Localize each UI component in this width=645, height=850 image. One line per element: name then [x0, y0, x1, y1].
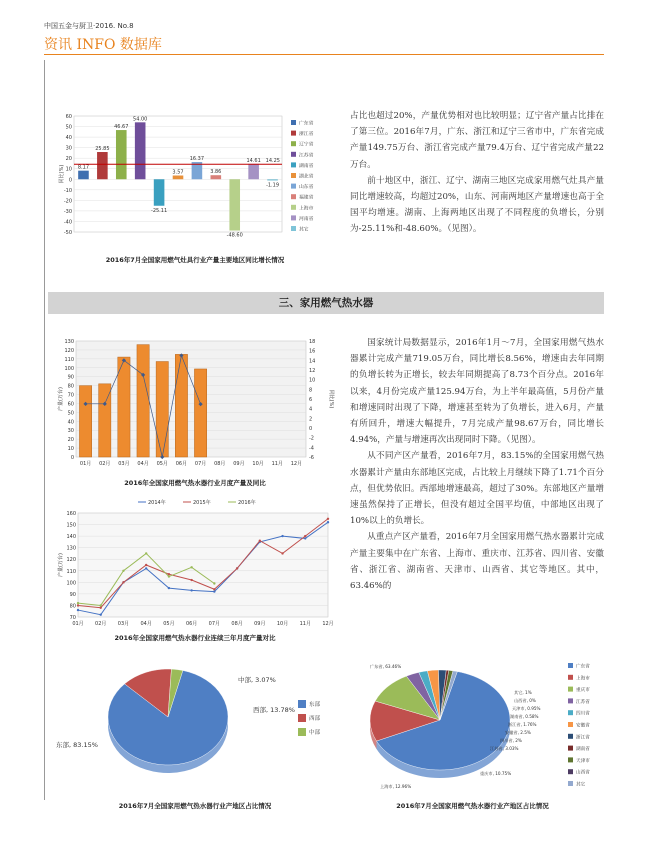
- legend-label: 中部: [309, 730, 321, 736]
- legend-swatch: [291, 173, 296, 178]
- series-point: [100, 607, 102, 609]
- chart-monthly-output-caption: 2016年全国家用燃气热水器行业月度产量及同比: [124, 479, 266, 487]
- article-text-mid: [350, 335, 604, 594]
- x-tick-label: 05月: [163, 621, 175, 627]
- legend-label: 西部: [309, 716, 321, 722]
- y-tick-label: 130: [66, 545, 76, 552]
- legend-swatch: [291, 120, 296, 125]
- average-label: 14.25: [265, 158, 280, 165]
- pie-label: 四川省, 2%: [500, 738, 522, 743]
- legend-swatch: [568, 663, 573, 668]
- x-tick-label: 05月: [156, 461, 168, 467]
- y-tick-label: 100: [66, 580, 76, 587]
- legend-label: 浙江省: [299, 132, 314, 138]
- series-point: [122, 570, 124, 572]
- bar: [211, 175, 222, 179]
- y2-tick-label: 8: [309, 387, 313, 394]
- x-tick-label: 09月: [254, 621, 266, 627]
- y2-tick-label: 14: [309, 358, 316, 365]
- bar: [194, 369, 206, 457]
- chart-region-pie-caption: 2016年7月全国家用燃气热水器行业产地区占比情况: [118, 802, 272, 810]
- series-point: [259, 540, 261, 542]
- y2-tick-label: 18: [309, 339, 316, 345]
- y-tick-label: 60: [67, 401, 74, 408]
- legend-swatch: [291, 184, 296, 189]
- series-point: [168, 575, 170, 577]
- y-tick-label: 50: [67, 410, 74, 417]
- paragraph: 从重点产区产量看，2016年7月全国家用燃气热水器累计完成产量主要集中在广东省、上海市、重庆市、江苏省、四川省、安徽省、浙江省、湖南省、天津市、山西省、其它等地区。其中，63.46%的: [350, 532, 604, 592]
- legend-label: 江苏省: [299, 153, 314, 159]
- y-tick-label: 10: [67, 446, 74, 453]
- legend-label: 天津市: [576, 758, 590, 764]
- y-tick-label: 90: [69, 591, 76, 598]
- series-point: [304, 535, 306, 537]
- legend-label: 上海市: [299, 206, 314, 212]
- legend-label: 浙江省: [576, 735, 590, 741]
- legend-label: 2016年: [238, 500, 256, 506]
- y-tick-label: 30: [67, 428, 74, 435]
- series-point: [213, 582, 215, 584]
- pie-label: 重庆市, 10.75%: [480, 771, 512, 776]
- legend-label: 湖南省: [576, 747, 590, 753]
- x-tick-label: 02月: [99, 461, 111, 467]
- bar: [267, 179, 278, 180]
- x-tick-label: 03月: [118, 461, 130, 467]
- legend-label: 其它: [576, 782, 586, 788]
- series-point: [77, 602, 79, 604]
- series-point: [100, 613, 102, 615]
- plot-area: [78, 513, 328, 617]
- legend-label: 四川省: [576, 711, 590, 717]
- legend-swatch: [568, 781, 573, 786]
- legend-label: 广东省: [299, 121, 314, 127]
- legend-swatch: [568, 675, 573, 680]
- series-point: [168, 587, 170, 589]
- bar: [135, 122, 146, 179]
- y2-tick-label: -2: [309, 435, 314, 442]
- pie-label: 山西省, 0%: [514, 698, 536, 703]
- x-tick-label: 06月: [185, 621, 198, 627]
- bar: [229, 179, 240, 230]
- legend-label: 湖南省: [299, 163, 314, 169]
- page-border: [44, 60, 45, 800]
- chart-stove-growth: [60, 110, 330, 245]
- legend-swatch: [568, 746, 573, 751]
- legend-swatch: [291, 194, 296, 199]
- series-point: [145, 552, 147, 554]
- y-tick-label: 160: [66, 511, 76, 517]
- legend-label: 山东省: [299, 185, 314, 191]
- bar: [78, 171, 89, 180]
- x-tick-label: 04月: [140, 621, 152, 627]
- chart-three-year: [58, 497, 336, 635]
- series-point: [190, 589, 192, 591]
- pie-label: 浙江省, 1.76%: [508, 722, 537, 727]
- y2-tick-label: 16: [309, 348, 316, 355]
- paragraph: 国家统计局数据显示，2016年1月～7月，全国家用燃气热水器累计完成产量719.05万台，同比增长8.56%，增速由去年同期的负增长转为正增长，较去年同期提高了8.73个百分点。2016年以来，4月份完成产量125.94万台，为上半年最高值，5月份产量和增速同时出现了下降，增速甚至转为了负增长，进入6月，产量有所回升，增速大幅提升，7月完成产量98.67万台，同比增长4.94%，产量与增速再次出现同时下降。（见图）。: [350, 338, 604, 446]
- x-tick-label: 02月: [95, 621, 107, 627]
- pie-label: 广东省, 63.46%: [370, 664, 402, 669]
- y-tick-label: 120: [64, 347, 74, 354]
- bar: [79, 386, 91, 457]
- y-tick-label: 80: [69, 603, 76, 610]
- y-tick-label: 80: [67, 383, 74, 390]
- y-tick-label: -30: [63, 208, 72, 215]
- y2-tick-label: 4: [309, 406, 313, 413]
- pie-label: 安徽省, 2.5%: [505, 730, 531, 735]
- x-tick-label: 11月: [299, 621, 311, 627]
- y-tick-label: 100: [64, 365, 74, 372]
- x-tick-label: 11月: [271, 461, 283, 467]
- bar: [156, 362, 168, 457]
- legend-swatch: [291, 152, 296, 157]
- y2-axis-label: 同比(%): [328, 389, 334, 409]
- legend-swatch: [568, 698, 573, 703]
- data-label: 54.00: [133, 116, 148, 123]
- x-tick-label: 06月: [175, 461, 188, 467]
- bar: [118, 357, 130, 457]
- series-point: [77, 604, 79, 606]
- x-tick-label: 07月: [194, 461, 207, 467]
- legend-swatch: [291, 131, 296, 136]
- y-tick-label: 150: [66, 522, 76, 529]
- series-point: [122, 581, 124, 583]
- legend-label: 广东省: [576, 664, 590, 670]
- data-label: 8.17: [77, 164, 90, 171]
- series-point: [304, 537, 306, 539]
- y-axis-label: 同比(%): [59, 164, 65, 184]
- bar: [173, 176, 184, 180]
- chart-stove-growth-caption: 2016年7月全国家用燃气灶具行业产量主要地区同比增长情况: [105, 256, 285, 264]
- section-header: 资讯 INFO 数据库: [44, 37, 162, 53]
- pie-label: 中部, 3.07%: [238, 676, 276, 684]
- pie-label: 东部, 83.15%: [56, 741, 98, 749]
- legend-label: 辽宁省: [299, 142, 314, 148]
- y-tick-label: 30: [65, 145, 72, 152]
- legend-swatch: [291, 205, 296, 210]
- legend-swatch: [568, 734, 573, 739]
- legend-label: 东部: [309, 702, 321, 708]
- y-tick-label: 20: [65, 156, 72, 163]
- chart-monthly-output: [58, 335, 336, 475]
- legend-label: 福建省: [299, 195, 314, 201]
- x-tick-label: 10月: [252, 461, 264, 467]
- x-tick-label: 08月: [214, 461, 226, 467]
- pie-label: 江苏省, 3.03%: [490, 746, 519, 751]
- y-tick-label: 140: [66, 534, 76, 541]
- y-tick-label: 90: [67, 374, 74, 381]
- chart-region-pie: [48, 655, 338, 795]
- y-tick-label: 40: [67, 419, 74, 426]
- legend-swatch: [568, 769, 573, 774]
- data-label: -25.11: [151, 207, 168, 214]
- data-label: 14.61: [246, 157, 261, 164]
- legend-label: 2015年: [193, 500, 211, 506]
- pie-label: 西部, 13.78%: [253, 706, 295, 714]
- x-tick-label: 10月: [276, 621, 289, 627]
- data-label: 46.67: [114, 124, 129, 131]
- series-point: [77, 609, 79, 611]
- header-rule: [44, 54, 604, 55]
- y-tick-label: 70: [67, 392, 74, 399]
- legend-swatch: [568, 757, 573, 762]
- legend-swatch: [568, 710, 573, 715]
- x-tick-label: 07月: [208, 621, 221, 627]
- data-label: 16.37: [189, 156, 205, 163]
- data-label: 3.86: [210, 169, 222, 176]
- legend-swatch: [291, 162, 296, 167]
- x-tick-label: 08月: [231, 621, 243, 627]
- data-label: 25.85: [95, 146, 110, 153]
- paragraph: 占比也超过20%，产量优势相对也比较明显；辽宁省产量占比排在了第三位。2016年7月，广东、浙江和辽宁三省市中，广东省完成产量149.75万台、浙江省完成产量79.4万台、辽宁省完成产量22万台。: [350, 111, 604, 170]
- y-tick-label: 10: [65, 166, 72, 173]
- legend-swatch: [298, 728, 306, 736]
- legend-label: 上海市: [576, 676, 590, 682]
- chart-province-pie: [340, 660, 605, 795]
- y2-tick-label: -6: [309, 455, 314, 461]
- section-title-band: 三、家用燃气热水器: [48, 292, 604, 314]
- y-axis-label: 产量(万台): [58, 553, 64, 577]
- y-tick-label: 0: [68, 177, 72, 184]
- y-tick-label: 40: [65, 135, 72, 142]
- y-tick-label: 110: [66, 568, 76, 575]
- legend-label: 山西省: [576, 770, 590, 776]
- y-tick-label: 70: [69, 615, 76, 621]
- legend-label: 2014年: [148, 500, 166, 506]
- y-axis-label: 产量(万台): [58, 387, 64, 411]
- y2-tick-label: -4: [309, 445, 314, 452]
- bar: [175, 354, 187, 457]
- series-point: [327, 521, 329, 523]
- y-tick-label: 120: [66, 557, 76, 564]
- legend-swatch: [568, 687, 573, 692]
- y2-tick-label: 6: [309, 397, 313, 403]
- data-label: -48.60: [226, 232, 243, 239]
- x-tick-label: 12月: [290, 461, 303, 467]
- paragraph: 从不同产区产量看，2016年7月，83.15%的全国家用燃气热水器累计产量由东部地区完成，占比较上月继续下降了1.71个百分点，但优势依旧。西部地增速最高，超过了30%。东部地区产量增速虽然保持了正增长，但没有超过全国平均值，中部地区出现了10%以上的负增长。: [350, 451, 604, 527]
- data-label: 3.57: [172, 169, 184, 176]
- series-point: [236, 567, 238, 569]
- pie-label: 其它, 1%: [514, 690, 532, 695]
- y-tick-label: -40: [63, 219, 72, 226]
- y-tick-label: -20: [63, 198, 72, 205]
- y2-tick-label: 0: [309, 426, 313, 432]
- paragraph: 前十地区中，浙江、辽宁、湖南三地区完成家用燃气灶具产量同比增速较高，均超过20%，山东、河南两地区产量增速也高于全国平均增速。湖南、上海两地区出现了不同程度的负增长，分别为-25.11%和-48.60%。（见图）。: [350, 175, 604, 235]
- bar: [97, 152, 108, 179]
- article-text-top: [350, 108, 604, 238]
- legend-swatch: [568, 722, 573, 727]
- data-label: -1.19: [266, 182, 280, 189]
- x-tick-label: 01月: [72, 621, 84, 627]
- chart-province-pie-caption: 2016年7月全国家用燃气热水器行业产地区占比情况: [396, 802, 549, 810]
- pie-label: 天津市, 0.95%: [512, 706, 541, 711]
- bar: [154, 179, 165, 205]
- series-point: [190, 579, 192, 581]
- legend-label: 湖北省: [299, 174, 314, 180]
- y-tick-label: 60: [65, 114, 72, 120]
- bar: [248, 164, 259, 179]
- y-tick-label: 50: [65, 124, 72, 131]
- x-tick-label: 09月: [233, 461, 245, 467]
- y-tick-label: 0: [70, 455, 74, 461]
- bar: [137, 345, 149, 457]
- chart-three-year-caption: 2016年全国家用燃气热水器行业连续三年月度产量对比: [114, 634, 276, 642]
- y-tick-label: 110: [64, 356, 74, 363]
- series-point: [213, 590, 215, 592]
- legend-swatch: [298, 700, 306, 708]
- y2-tick-label: 2: [309, 416, 313, 423]
- pie-label: 湖南省, 0.58%: [510, 714, 539, 719]
- series-point: [190, 566, 192, 568]
- series-point: [213, 588, 215, 590]
- x-tick-label: 12月: [322, 621, 334, 627]
- legend-swatch: [298, 714, 306, 722]
- series-point: [100, 604, 102, 606]
- series-point: [281, 552, 283, 554]
- y-tick-label: 130: [64, 339, 74, 345]
- legend-label: 其它: [299, 227, 309, 233]
- series-point: [145, 567, 147, 569]
- legend-label: 安徽省: [576, 723, 590, 729]
- series-point: [281, 535, 283, 537]
- series-point: [327, 518, 329, 520]
- x-tick-label: 01月: [79, 461, 92, 467]
- x-tick-label: 04月: [137, 461, 149, 467]
- bar: [116, 130, 127, 179]
- y2-tick-label: 10: [309, 377, 316, 384]
- magazine-issue: 中国五金与厨卫·2016. No.8: [44, 22, 134, 30]
- legend-label: 重庆市: [576, 688, 590, 694]
- x-tick-label: 03月: [117, 621, 130, 627]
- y2-tick-label: 12: [309, 368, 316, 374]
- legend-swatch: [291, 141, 296, 146]
- legend-label: 江苏省: [576, 699, 590, 705]
- legend-swatch: [291, 215, 296, 220]
- legend-label: 河南省: [299, 216, 314, 222]
- series-point: [145, 564, 147, 566]
- legend-swatch: [291, 226, 296, 231]
- y-tick-label: -50: [63, 230, 72, 236]
- y-tick-label: 20: [67, 437, 74, 444]
- y-tick-label: -10: [63, 187, 72, 194]
- pie-label: 上海市, 12.96%: [380, 784, 412, 789]
